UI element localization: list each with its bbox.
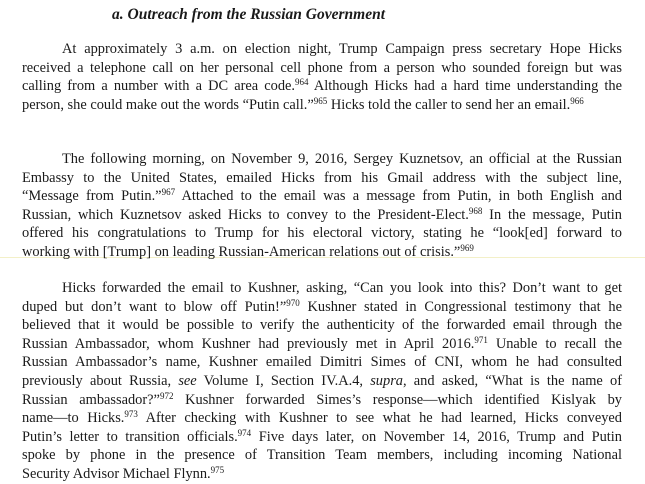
text-run: working with [Trump] on leading Russian-American relations out of crisis.”	[22, 243, 461, 260]
footnote-ref[interactable]: 968	[468, 205, 483, 216]
text-run: calling from a number with a DC area code.	[22, 78, 296, 95]
footnote-ref[interactable]: 966	[570, 95, 584, 106]
paragraph-line	[22, 243, 622, 262]
footnote-ref[interactable]: 970	[286, 297, 300, 308]
footnote-ref[interactable]: 967	[161, 187, 176, 198]
paragraph-line	[22, 77, 622, 96]
text-run: Attached to the email was a message from Putin, in both English and	[175, 188, 622, 205]
paragraph-line	[22, 335, 622, 354]
footnote-ref[interactable]: 969	[460, 242, 474, 253]
paragraph-line: believed that it would be possible to verify the authenticity of the forwarded email through the	[22, 317, 622, 334]
text-run: Russian ambassador?”	[22, 391, 160, 408]
text-run: duped but don’t want to blow off Putin!”	[22, 298, 287, 315]
section-label: a.	[112, 6, 124, 23]
paragraph-3	[22, 279, 622, 484]
text-run: Russian Ambassador, whom Kushner had previously met in April 2016.	[22, 335, 475, 352]
paragraph-2	[22, 150, 622, 262]
footnote-ref[interactable]: 964	[295, 77, 309, 88]
paragraph-line: spoke by phone in the presence of Transition Team members, including incoming National	[22, 447, 622, 464]
paragraph-line: The following morning, on November 9, 2016, Sergey Kuznetsov, an official at the Russian	[62, 151, 622, 167]
paragraph-line	[22, 428, 622, 447]
text-run: Five days later, on November 14, 2016, Trump and Putin	[251, 428, 622, 445]
footnote-ref[interactable]: 972	[159, 390, 174, 401]
text-run: Hicks told the caller to send her an email.	[327, 96, 571, 113]
italic-citation: see	[178, 372, 197, 389]
text-run: After checking with Kushner to see what he had learned, Hicks conveyed	[137, 410, 622, 427]
footnote-ref[interactable]: 971	[474, 334, 488, 345]
paragraph-line: Embassy to the United States, emailed Hicks from his Gmail address with the subject line,	[22, 169, 622, 186]
text-run: , and asked, “What is the name of	[403, 372, 623, 389]
paragraph-line: Hicks forwarded the email to Kushner, asking, “Can you look into this? Don’t want to get	[62, 280, 622, 296]
footnote-ref[interactable]: 974	[237, 427, 252, 438]
paragraph-line	[22, 206, 622, 225]
text-run: person, she could make out the words “Putin call.”	[22, 96, 314, 113]
paragraph-line	[22, 298, 622, 317]
paragraph-line	[22, 96, 622, 115]
text-run: Unable to recall the	[487, 335, 622, 352]
paragraph-1	[22, 40, 622, 114]
paragraph-line	[22, 372, 622, 391]
text-run: previously about Russia,	[22, 372, 179, 389]
paragraph-line: Russian Ambassador’s name, Kushner emailed Dimitri Simes of CNI, whom he had consulted	[22, 354, 622, 371]
footnote-ref[interactable]: 965	[313, 95, 328, 106]
footnote-ref[interactable]: 975	[210, 464, 225, 475]
text-run: Russian, which Kuznetsov asked Hicks to convey to the President-Elect.	[22, 206, 469, 223]
footnote-ref[interactable]: 973	[124, 409, 138, 420]
text-run: name—to Hicks.	[22, 410, 125, 427]
section-title: Outreach from the Russian Government	[127, 6, 386, 23]
paragraph-line	[22, 187, 622, 206]
paragraph-line: At approximately 3 a.m. on election night, Trump Campaign press secretary Hope Hicks	[62, 41, 622, 57]
text-run: Kushner forwarded Simes’s response—which identified Kislyak by	[173, 391, 622, 408]
text-run: Volume I, Section IV.A.4,	[196, 372, 371, 389]
text-run: Although Hicks had a hard time understanding the	[308, 78, 622, 95]
paragraph-line: offered his congratulations to Trump for his electoral victory, stating he “look[ed] forward to	[22, 225, 622, 242]
section-heading	[112, 6, 385, 24]
paragraph-line: received a telephone call on her personal cell phone from a person who sounded foreign but was	[22, 59, 622, 76]
text-run: “Message from Putin.”	[22, 188, 162, 205]
text-run: Kushner stated in Congressional testimony that he	[299, 298, 622, 315]
text-run: Putin’s letter to transition officials.	[22, 428, 238, 445]
text-run: In the message, Putin	[482, 206, 622, 223]
paragraph-line	[22, 409, 622, 428]
text-run: Security Advisor Michael Flynn.	[22, 465, 211, 482]
paragraph-line	[22, 391, 622, 410]
italic-citation: supra	[370, 372, 403, 389]
